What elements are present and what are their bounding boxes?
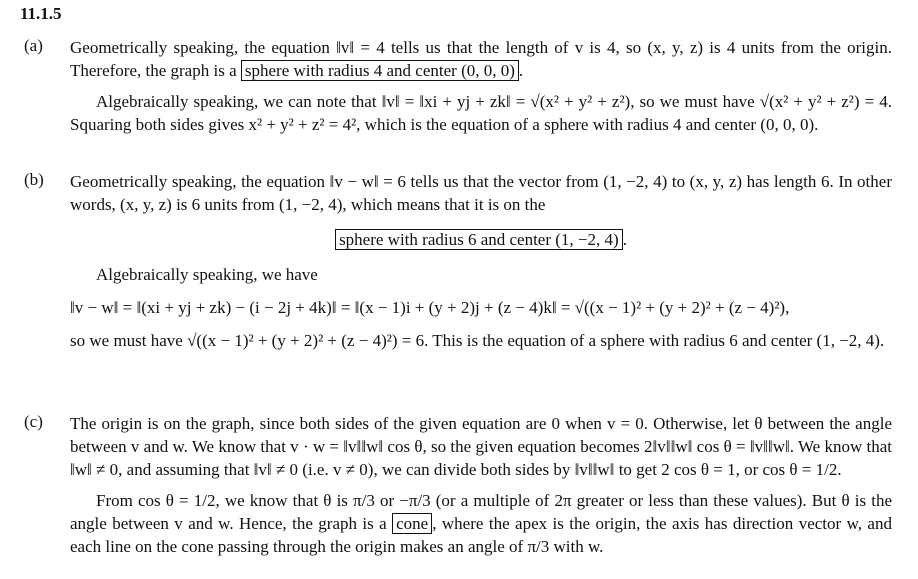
part-a-algebraic: Algebraically speaking, we can note that ‖v‖ = ‖xi + yj + zk‖ = √(x² + y² + z²), so we must have √(x² + y² + z²) = 4. Squaring both sides gives x² + y² + z² = 4², which is the equation of a sphere with radius 4 and center (0, 0, 0).	[70, 92, 892, 134]
part-b-answer-line: sphere with radius 6 and center (1, −2, 4) .	[70, 228, 892, 251]
part-c-label: (c)	[24, 412, 43, 431]
exercise-number: 11.1.5	[20, 4, 62, 23]
part-c	[24, 412, 892, 558]
part-b-conclusion: so we must have √((x − 1)² + (y + 2)² + (z − 4)²) = 6. This is the equation of a sphere with radius 6 and center (1, −2, 4).	[70, 331, 885, 350]
part-c-answer-box: cone	[392, 513, 432, 534]
part-b-geometric: Geometrically speaking, the equation ‖v − w‖ = 6 tells us that the vector from (1, −2, 4) to (x, y, z) has length 6. In other words, (x, y, z) is 6 units from (1, −2, 4), which means that it is on the	[70, 172, 892, 214]
part-b-algebraic-intro: Algebraically speaking, we have	[96, 265, 318, 284]
part-a-label: (a)	[24, 36, 43, 55]
part-a	[24, 36, 892, 136]
part-b-answer-box: sphere with radius 6 and center (1, −2, 4)	[335, 229, 623, 250]
part-b-label: (b)	[24, 170, 44, 189]
part-a-answer-box: sphere with radius 4 and center (0, 0, 0)	[241, 60, 519, 81]
part-c-paragraph-1: The origin is on the graph, since both sides of the given equation are 0 when v = 0. Otherwise, let θ between the angle between v and w. We know that v · w = ‖v‖‖w‖ cos θ, so the given equation becomes 2‖v‖‖w‖ cos θ = ‖v‖‖w‖. We know that ‖w‖ ≠ 0, and assuming that ‖v‖ ≠ 0 (i.e. v ≠ 0), we can divide both sides by ‖v‖‖w‖ to get 2 cos θ = 1, or cos θ = 1/2.	[70, 414, 892, 479]
part-a-geometric: Geometrically speaking, the equation ‖v‖ = 4 tells us that the length of v is 4, so (x, y, z) is 4 units from the origin. Therefore, the graph is a sphere with radius 4 and center (0, 0, 0) .	[70, 38, 892, 80]
part-b	[24, 170, 892, 352]
part-c-paragraph-2: From cos θ = 1/2, we know that θ is π/3 or −π/3 (or a multiple of 2π greater or less than these values). But θ is the angle between v and w. Hence, the graph is a cone , where the apex is the origin, the axis has direction vector w, and each line on the cone passing through the origin makes an angle of π/3 with w.	[70, 491, 892, 556]
part-b-equation: ‖v − w‖ = ‖(xi + yj + zk) − (i − 2j + 4k)‖ = ‖(x − 1)i + (y + 2)j + (z − 4)k‖ = √((x − 1)² + (y + 2)² + (z − 4)²),	[70, 298, 790, 317]
